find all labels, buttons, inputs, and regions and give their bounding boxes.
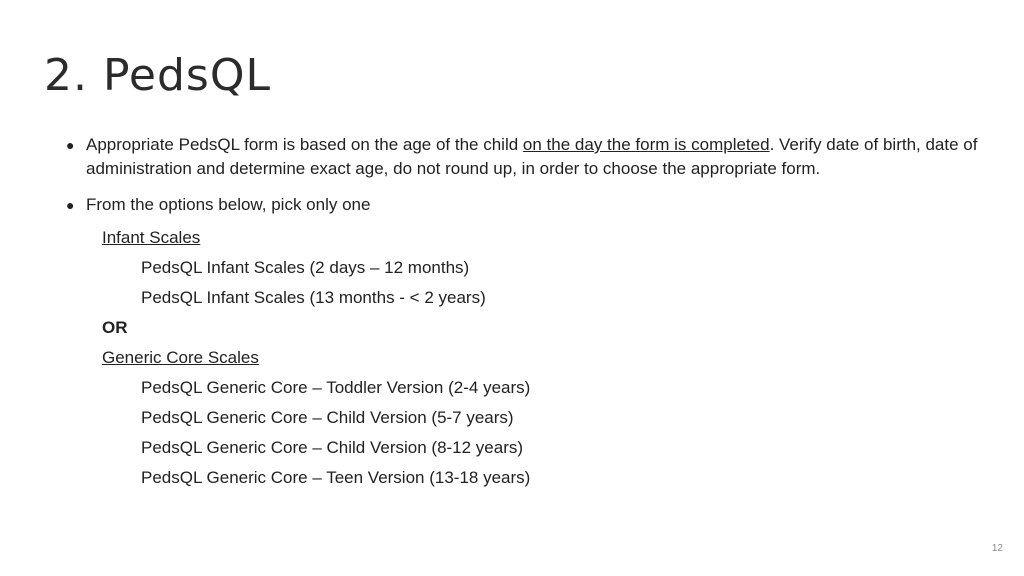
generic-core-heading: Generic Core Scales [102,348,259,367]
bullet-pick-one [62,193,982,217]
bullet-underlined-text: on the day the form is completed [522,135,770,154]
bullet-text: From the options below, pick only one [86,195,371,214]
or-label: OR [102,318,128,337]
slide-title: 2. PedsQL [44,50,272,101]
slide-content [62,133,982,493]
page-number: 12 [991,543,1003,554]
bullet-text-after: . Verify date of birth, date of administration and determine exact age, do not round up, in order to choose the appropriate form. [86,135,978,178]
list-item-infant-1: PedsQL Infant Scales (2 days – 12 months) [141,258,470,277]
bullet-text-before: Appropriate PedsQL form is based on the age of the child [86,135,523,154]
options-list [62,223,982,493]
list-item-generic-1: PedsQL Generic Core – Toddler Version (2-4 years) [141,378,531,397]
list-item-infant-2: PedsQL Infant Scales (13 months - < 2 years) [141,288,486,307]
list-item-generic-4: PedsQL Generic Core – Teen Version (13-18 years) [141,468,531,487]
bullet-form-age [62,133,982,181]
bullet-dot-icon: ● [66,197,75,213]
list-item-generic-3: PedsQL Generic Core – Child Version (8-12 years) [141,438,524,457]
bullet-dot-icon: ● [66,137,75,153]
infant-scales-heading: Infant Scales [102,228,201,247]
list-item-generic-2: PedsQL Generic Core – Child Version (5-7 years) [141,408,514,427]
